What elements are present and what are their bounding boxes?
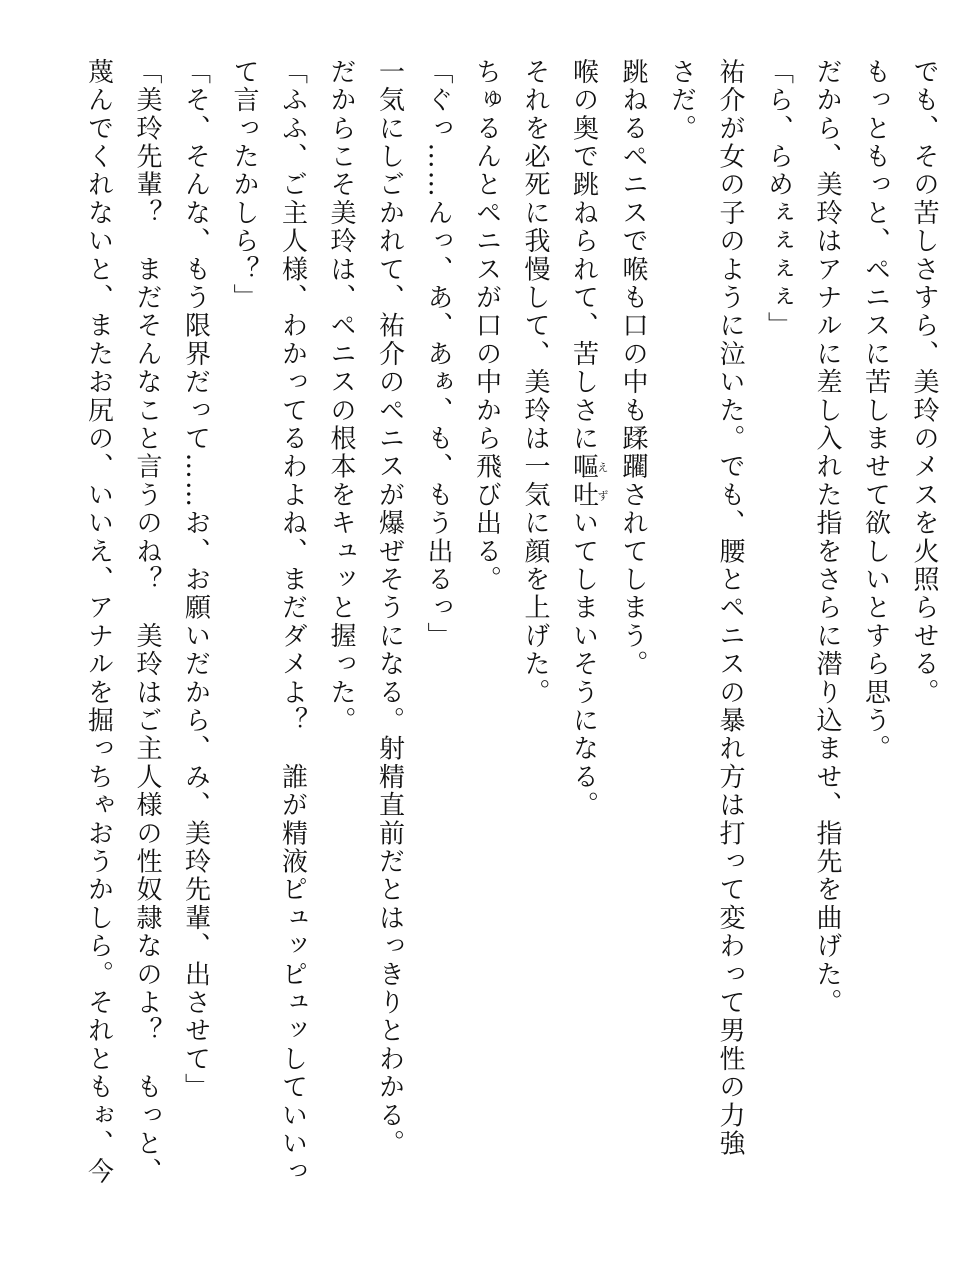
text-line: 「ぐっ……んっ、あ、あぁ、も、もう出るっ」 bbox=[423, 58, 453, 651]
text-line: もっともっと、ペニスに苦しませて欲しいとすら思う。 bbox=[860, 58, 891, 763]
text-line: 跳ねるペニスで喉も口の中も蹂躙されてしまう。 bbox=[618, 58, 648, 679]
text-line: 祐介が女の子のように泣いた。でも、腰とペニスの暴れ方は打って変わって男性の力強 bbox=[715, 58, 745, 1158]
ruby-annotation bbox=[568, 452, 609, 510]
text-line-with-ruby bbox=[559, 58, 609, 1258]
text-segment: いてしまいそうになる。 bbox=[568, 509, 599, 820]
text-line: だからこそ美玲は、ペニスの根本をキュッと握った。 bbox=[326, 58, 356, 735]
text-line: でも、その苦しさすら、美玲のメスを火照らせる。 bbox=[909, 58, 939, 707]
text-line: ちゅるんとペニスが口の中から飛び出る。 bbox=[471, 58, 502, 594]
text-line: 一気にしごかれて、祐介のペニスが爆ぜそうになる。射精直前だとはっきりとわかる。 bbox=[374, 58, 405, 1158]
text-line: 「美玲先輩？ まだそんなこと言うのね？ 美玲はご主人様の性奴隷なのよ？ もっと、 bbox=[132, 58, 162, 1186]
text-line: 「そ、そんな、もう限界だって……お、お願いだから、み、美玲先輩、出させて」 bbox=[180, 58, 211, 1102]
ruby-reading: えず bbox=[596, 452, 609, 510]
vertical-text-body bbox=[74, 58, 948, 1258]
text-segment: 喉の奥で跳ねられて、苦しさに bbox=[568, 58, 599, 453]
text-line: それを必死に我慢して、美玲は一気に顔を上げた。 bbox=[520, 58, 550, 707]
text-line: 「ふふ、ご主人様、わかってるわよね、まだダメよ？ 誰が精液ピュッピュッしていいっ bbox=[277, 58, 308, 1186]
ruby-base: 嘔吐 bbox=[568, 452, 599, 510]
text-line: 「ら、らめぇぇぇぇ」 bbox=[763, 58, 794, 340]
text-line: 蔑んでくれないと、またお尻の、いいえ、アナルを掘っちゃおうかしら。それともぉ、今 bbox=[83, 58, 114, 1186]
text-line: さだ。 bbox=[666, 58, 697, 143]
text-line: だから、美玲はアナルに差し入れた指をさらに潜り込ませ、指先を曲げた。 bbox=[812, 58, 842, 1017]
text-line: て言ったかしら？」 bbox=[229, 58, 259, 312]
